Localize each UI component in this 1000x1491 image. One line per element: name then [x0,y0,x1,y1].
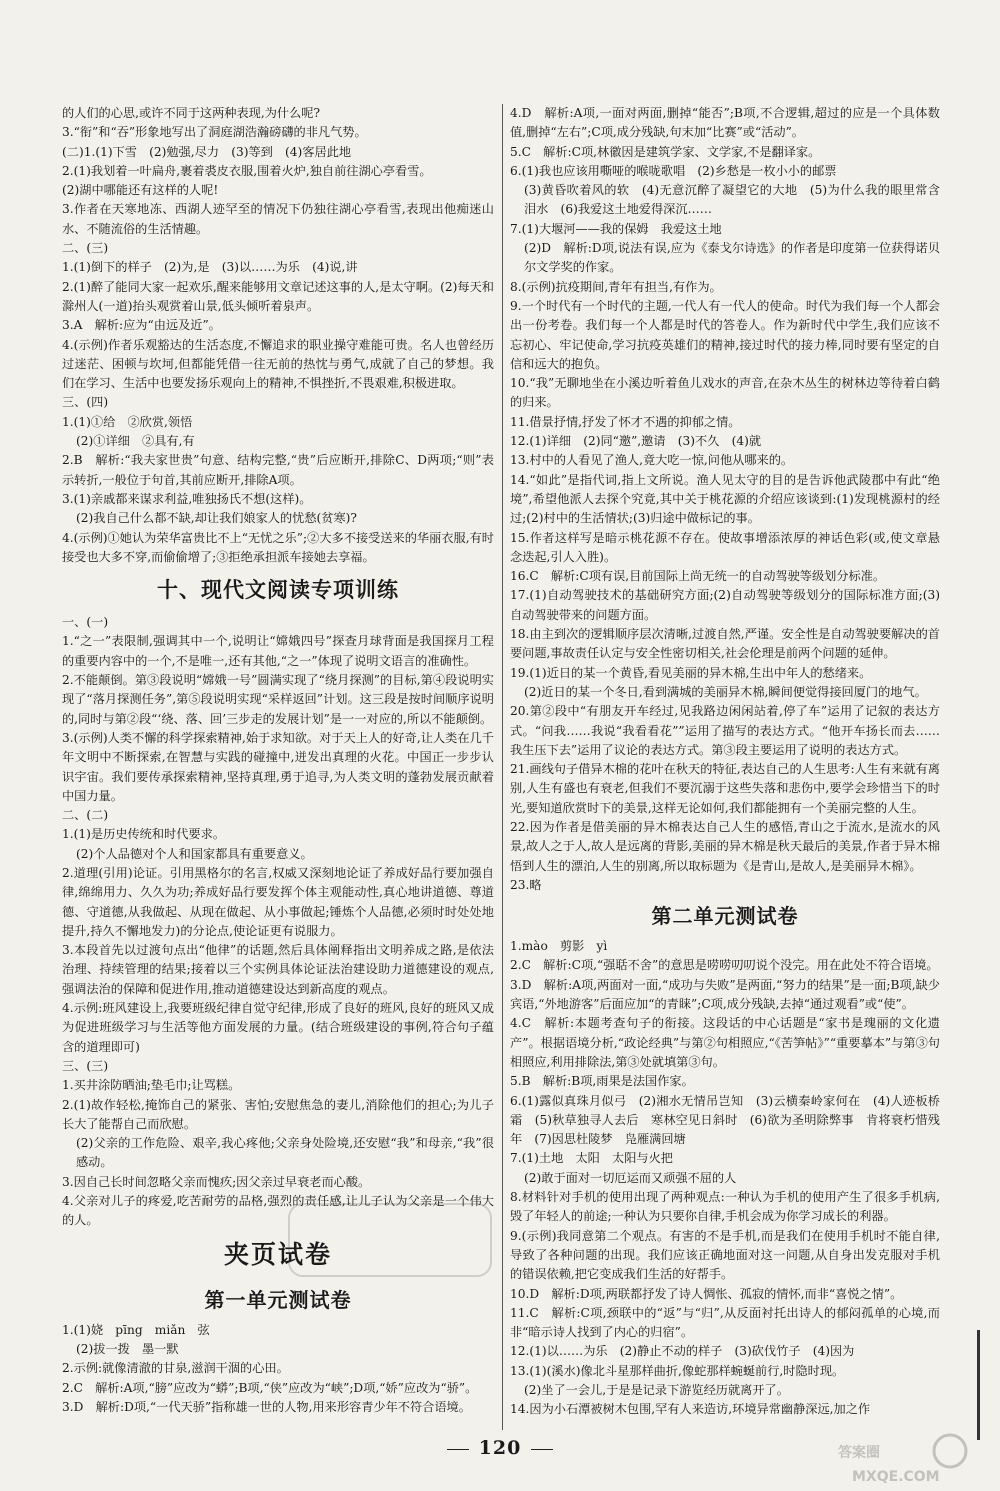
answer-line: 22.因为作者是借美丽的异木棉表达自己人生的感悟,青山之于流水,是流水的风景,故人之于人,故人是远离的背影,美丽的异木棉是秋天最后的美景,作者于异木棉悟到人生的漂泊,人生的别离,所以取标题为《是青山,是故人,是美丽异木棉》。 [510,819,940,873]
answer-line: 13.(1)(溪水)像北斗星那样曲折,像蛇那样蜿蜒前行,时隐时现。 [510,1363,845,1378]
answer-line: 11.借景抒情,抒发了怀才不遇的抑郁之情。 [510,414,741,429]
answer-line: 二、(二) [62,808,109,823]
answer-line: (2)个人品德对个人和国家都具有重要意义。 [76,846,313,861]
answer-line: (二)1.(1)下雪 (2)勉强,尽力 (3)等到 (4)客居此地 [62,144,352,159]
page-number-dash-right [531,1449,553,1450]
answer-line: 1.(1)是历史传统和时代要求。 [62,827,225,842]
answer-line: 2.示例:就像清澈的甘泉,滋润干涸的心田。 [62,1361,289,1376]
answer-line: 3.(示例)人类不懈的科学探索精神,始于求知欲。对于天上人的好奇,让人类在几千年文明中不断探索,在智慧与实践的碰撞中,迸发出真理的火花。中国正一步步认识宇宙。我们要传承探索精神,坚持真理,勇于追寻,为人类文明的蓬勃发展贡献着中国力量。 [62,730,494,803]
answer-line: 3.D 解析:D项,“一代天骄”指称雄一世的人物,用来形容青少年不符合语境。 [62,1399,471,1414]
answer-line: 4.(示例)①她认为荣华富贵比不上“无忧之乐”;②大多不接受送来的华丽衣服,有时接受也大多不穿,而偷偷增了;③拒绝承担派车接她去享福。 [62,530,494,564]
answer-line: 3.(1)亲戚都来谋求利益,唯独扬氏不想(这样)。 [62,491,312,506]
answer-line: 3.本段首先以过渡句点出“他律”的话题,然后具体阐释指出文明养成之路,是依法治理、持续管理的结果;接着以三个实例具体论证法治建设助力道德建设的观点,强调法治的保障和促进作用,推动道德建设达到新高度的观点。 [62,943,494,996]
answer-line: 12.(1)以……为乐 (2)静止不动的样子 (3)砍伐竹子 (4)因为 [510,1344,855,1359]
answer-line: 二、(三) [62,241,109,256]
answer-line: 4.C 解析:本题考查句子的衔接。这段话的中心话题是“家书是瑰丽的文化遗产”。根据语境分析,“政论经典”与第②句相照应,“《苦笋帖》”“重要摹本”与第③句相照应,利用排除法,第③处就填第③句。 [510,1016,940,1069]
watermark-logo-text: 答案圈 [838,1445,880,1461]
answer-line: 1.mào 剪影 yì [510,939,608,954]
column-divider [502,104,503,1430]
answer-line: 4.(示例)作者乐观豁达的生活态度,不懈追求的职业操守难能可贵。名人也曾经历过迷茫、困顿与坎坷,但都能凭借一往无前的热忱与勇气,成就了自己的梦想。我们在学习、生活中也要发扬乐观向上的精神,不惧挫折,不畏艰难,积极进取。 [62,337,494,391]
section-title: 第二单元测试卷 [651,904,799,929]
answer-line: 16.C 解析:C项有误,目前国际上尚无统一的自动驾驶等级划分标准。 [510,569,886,584]
answer-line: 11.C 解析:C项,颈联中的“返”与“归”,从反面衬托出诗人的郁闷孤单的心境,而非“暗示诗人找到了内心的归宿”。 [510,1305,940,1340]
answer-line: 3.因自己长时间忽略父亲而愧疚;因父亲过早衰老而心酸。 [62,1174,371,1189]
answer-line: 1.(1)①给 ②欣赏,领悟 [62,414,193,429]
answer-line: 6.(1)露似真珠月似弓 (2)湘水无情吊岂知 (3)云横秦岭家何在 (4)人迹板桥霜 (5)秋草独寻人去后 寒林空见日斜时 (6)欲为圣明除弊事 肯将衰朽惜残年 (7)因思杜陵梦 凫雁满回塘 [510,1093,940,1147]
answer-line: 2.不能颠倒。第③段说明“嫦娥一号”圆满实现了“绕月探测”的目标,第④段说明实现了“落月探测任务”,第⑤段说明实现“采样返回”计划。这三段是按时间顺序说明的,同时与第②段“‘绕、落、回’三步走的发展计划”是一一对应的,所以不能颠倒。 [62,673,494,726]
answer-line: 4.D 解析:A项,一面对两面,删掉“能否”;B项,不合逻辑,超过的应是一个具体数值,删掉“左右”;C项,成分残缺,句末加“比赛”或“活动”。 [510,106,940,140]
watermark-site-text: MXQE.COM [852,1469,940,1485]
page-number-text: 120 [478,1437,522,1459]
answer-line: (2)拔一拨 墨一默 [76,1341,179,1356]
answer-line: 14.因为小石潭被树木包围,罕有人来造访,环境异常幽静深远,加之作 [510,1402,871,1417]
section-title: 夹页试卷 [223,1239,332,1269]
answer-line: 7.(1)土地 太阳 太阳与火把 [510,1151,673,1166]
answer-line: 3.D 解析:A项,两面对一面,“成功与失败”是两面,“努力的结果”是一面;B项,缺少宾语,“外地游客”后面应加“的青睐”;C项,成分残缺,去掉“通过观看”或“使”。 [510,977,940,1012]
answer-line: 5.B 解析:B项,雨果是法国作家。 [510,1074,694,1089]
answer-line: 2.B 解析:“我夫家世贵”句意、结构完整,“贵”后应断开,排除C、D两项;“则”表示转折,一般位于句首,其前应断开,排除A项。 [62,453,494,487]
answer-line: 3.A 解析:应为“由远及近”。 [62,318,221,333]
answer-line: 三、(三) [62,1058,109,1073]
answer-line: 21.画线句子借异木棉的花叶在秋天的特征,表达自己的人生思考:人生有来就有离别,人生有盛也有衰老,但我们不要沉溺于这些失落和悲伤中,要学会珍惜当下的时光,要知道欣赏时下的美景,这样无论如何,我们都能拥有一个美丽完整的人生。 [510,762,940,815]
answer-line: 2.道理(引用)论证。引用黑格尔的名言,权威又深刻地论证了养成好品行要加强自律,绵绵用力、久久为功;养成好品行要发挥个体主观能动性,真心地讲道德、尊道德、守道德,从我做起、从现在做起、从小事做起;锤炼个人品德,必须时时处处地提升,持久不懈地发力)的分论点,使论证更有说服力。 [62,865,494,938]
answer-line: 2.(1)故作轻松,掩饰自己的紧张、害怕;安慰焦急的妻儿,消除他们的担心;为儿子长大了能帮自己而欣慰。 [62,1097,494,1131]
right-column [510,104,940,1420]
edge-bar [977,1330,980,1440]
answer-line: 13.村中的人看见了渔人,竟大吃一惊,问他从哪来的。 [510,453,794,468]
answer-line: (2)D 解析:D项,说法有误,应为《泰戈尔诗选》的作者是印度第一位获得诺贝尔文学奖的作家。 [524,241,940,275]
answer-line: 一、(一) [62,615,109,630]
answer-line: (2)敢于面对一切厄运而又顽强不屈的人 [524,1170,737,1185]
answer-line: 4.父亲对儿子的疼爱,吃苦耐劳的品格,强烈的责任感,让儿子认为父亲是一个伟大的人。 [62,1194,494,1228]
answer-line: 3.“衔”和“吞”形象地写出了洞庭湖浩瀚磅礴的非凡气势。 [62,125,367,140]
answer-line: 1.(1)娆 pīng miǎn 弦 [62,1322,210,1337]
page-number-dash-left [447,1449,469,1450]
section-title: 第一单元测试卷 [204,1287,352,1312]
watermark-stamp [285,1200,495,1280]
answer-line: (2)我自己什么都不缺,却让我们娘家人的忧愁(贫寒)? [76,511,357,526]
answer-line: 19.(1)近日的某一个黄昏,看见美丽的异木棉,生出中年人的愁绪来。 [510,665,872,680]
answer-line: 2.C 解析:A项,“膀”应改为“蟒”;B项,“侠”应改为“峡”;D项,“娇”应改为“骄”。 [62,1380,478,1395]
answer-line: 3.作者在天寒地冻、西湖人迹罕至的情况下仍独往湖心亭看雪,表现出他痴迷山水、不随流俗的生活情趣。 [62,202,494,236]
answer-line: (2)父亲的工作危险、艰辛,我心疼他;父亲身处险境,还安慰“我”和母亲,“我”很感动。 [76,1136,494,1170]
answer-line: 6.(1)我也应该用嘶哑的喉咙歌唱 (2)乡愁是一枚小小的邮票 [510,163,837,178]
answer-line: (2)湖中哪能还有这样的人呢! [62,183,219,198]
answer-line: 1.买井涂防晒油;垫毛巾;让骂糕。 [62,1078,241,1093]
answer-line: (2)①详细 ②具有,有 [76,434,195,449]
answer-line: 1.“之一”表限制,强调其中一个,说明让“嫦娥四号”探查月球背面是我国探月工程的重要内容中的一个,不是唯一,还有其他,“之一”体现了说明文语言的准确性。 [62,634,494,668]
answer-line: 14.“如此”是指代词,指上文所说。渔人见太守的目的是告诉他武陵郡中有此“绝境”,希望他派人去探个究竟,其中关于桃花源的介绍应该谈到:(1)发现桃源村的经过;(2)村中的生活情状;(3)归途中做标记的事。 [510,472,940,526]
answer-line: (2)坐了一会儿,于是是记录下游览经历就离开了。 [524,1383,789,1397]
answer-line: 2.(1)我划着一叶扁舟,裹着裘皮衣服,围着火炉,独自前往湖心亭看雪。 [62,163,432,178]
answer-line: 2.C 解析:C项,“强聒不舍”的意思是唠唠叨叨说个没完。用在此处不符合语境。 [510,958,939,973]
answer-line: 18.由主到次的逻辑顺序层次清晰,过渡自然,严谨。安全性是自动驾驶要解决的首要问题,事故责任认定与安全性密切相关,社会伦理是前两个问题的延伸。 [510,627,940,661]
answer-line: 三、(四) [62,395,109,410]
answer-line: 23.略 [510,877,542,892]
section-title: 十、现代文阅读专项训练 [157,578,399,603]
answer-line: 的人们的心思,或许不同于这两种表现,为什么呢? [62,106,321,120]
answer-line: 10.“我”无聊地坐在小溪边听着鱼儿戏水的声音,在杂木丛生的树林边等待着白鹤的归来。 [510,376,940,410]
answer-line: 7.(1)大堰河——我的保姆 我爱这土地 [510,221,722,236]
answer-line: 5.C 解析:C项,林徽因是建筑学家、文学家,不是翻译家。 [510,144,821,159]
answer-line: 8.材料针对手机的使用出现了两种观点:一种认为手机的使用产生了很多手机病,毁了年轻人的前途;一种认为只要你自律,手机会成为你学习成长的利器。 [510,1190,940,1224]
answer-line: 8.(示例)抗疫期间,青年有担当,有作为。 [510,279,722,294]
answer-line: 17.(1)自动驾驶技术的基础研究方面;(2)自动驾驶等级划分的国际标准方面;(3)自动驾驶带来的问题方面。 [510,588,940,622]
answer-line: 1.(1)倒下的样子 (2)为,是 (3)以……为乐 (4)说,讲 [62,260,358,275]
answer-line: 15.作者这样写是暗示桃花源不存在。使故事增添浓厚的神话色彩(或,使文章悬念迭起,引人入胜)。 [510,530,940,564]
answer-line: (3)黄昏吹着风的软 (4)无意沉醉了凝望它的大地 (5)为什么我的眼里常含泪水 (6)我爱这土地爱得深沉…… [524,183,940,217]
answer-line: 12.(1)详细 (2)同“邀”,邀请 (3)不久 (4)就 [510,434,762,449]
answer-line: 10.D 解析:D项,两联都抒发了诗人惆怅、孤寂的情怀,而非“喜悦之情”。 [510,1286,903,1301]
site-logo-watermark [832,1427,992,1487]
answer-line: 9.一个时代有一个时代的主题,一代人有一代人的使命。时代为我们每一个人都会出一份考卷。我们每一个人都是时代的答卷人。作为新时代中学生,我们应该不忘初心、牢记使命,学习抗疫英雄们的精神,接过时代的接力棒,同时要有坚定的自信和远大的抱负。 [510,298,940,371]
answer-line: 20.第②段中“有朋友开车经过,见我路边闲闲站着,停了车”运用了记叙的表达方式。“问我……我说“我看看花””运用了描写的表达方式。“他开车扬长而去……我生压下去”运用了议论的表达方式。第③段主要运用了说明的表达方式。 [510,704,940,757]
answer-line: (2)近日的某一个冬日,看到满城的美丽异木棉,瞬间便觉得接回厦门的地气。 [524,684,927,699]
answer-line: 2.(1)醉了能同大家一起欢乐,醒来能够用文章记述这事的人,是太守啊。(2)每天和滁州人(一道)抬头观赏着山景,低头倾听着泉声。 [62,279,494,313]
answer-line: 9.(示例)我同意第二个观点。有害的不是手机,而是我们在使用手机时不能自律,导致了各种问题的出现。我们应该正确地面对这一问题,从自身出发克服对手机的错误依赖,把它变成我们生活的好帮手。 [510,1228,940,1282]
answer-line: 4.示例:班风建设上,我要班级纪律自觉守纪律,形成了良好的班风,良好的班风又成为促进班级学习与生活等他方面发展的力量。(结合班级建设的事例,符合句子蕴含的道理即可) [62,1001,494,1054]
